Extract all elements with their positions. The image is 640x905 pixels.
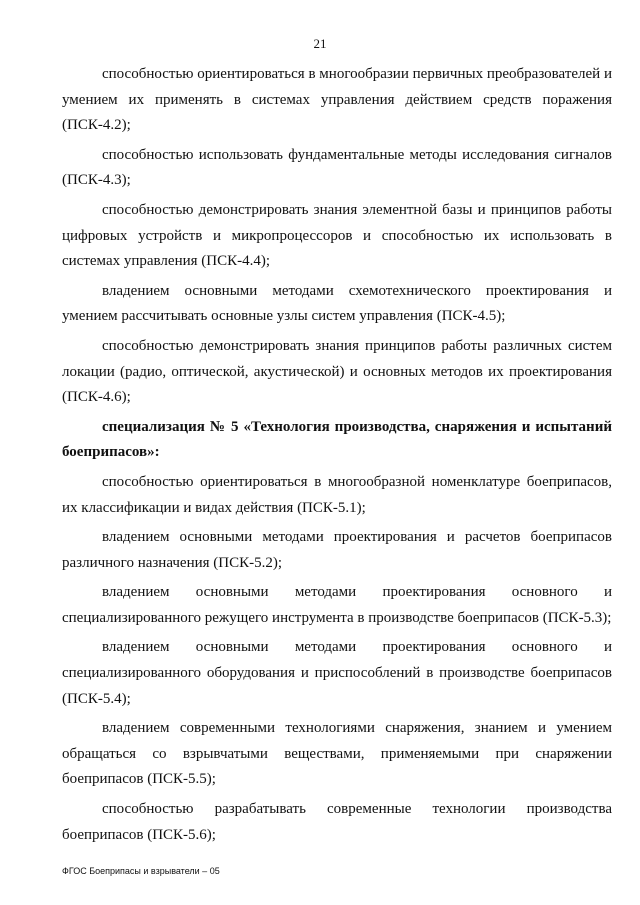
page-number: 21 bbox=[313, 36, 327, 51]
paragraph-psk-5-3: владением основными методами проектирования основного и специализированного режущего инструмента в производстве боеприпасов (ПСК-5.3); bbox=[62, 584, 612, 626]
paragraph-psk-5-4: владением основными методами проектирования основного и специализированного оборудования и приспособлений в производстве боеприпасов (ПСК-5.4); bbox=[62, 639, 612, 707]
paragraph-psk-4-5: владением основными методами схемотехнического проектирования и умением рассчитывать основные узлы систем управления (ПСК-4.5); bbox=[62, 282, 612, 325]
page-footer: ФГОС Боеприпасы и взрыватели – 05 bbox=[62, 866, 220, 876]
paragraph-psk-5-2: владением основными методами проектирования и расчетов боеприпасов различного назначения (ПСК-5.2); bbox=[62, 529, 612, 571]
specialization-heading: специализация № 5 «Технология производства, снаряжения и испытаний боеприпасов»: bbox=[62, 418, 612, 461]
paragraph-psk-4-4: способностью демонстрировать знания элементной базы и принципов работы цифровых устройств и микропроцессоров и способностью их использовать в системах управления (ПСК-4.4); bbox=[62, 201, 612, 270]
paragraph-psk-4-3: способностью использовать фундаментальные методы исследования сигналов (ПСК-4.3); bbox=[62, 146, 612, 189]
paragraph-psk-4-6: способностью демонстрировать знания принципов работы различных систем локации (радио, оптической, акустической) и основных методов их проектирования (ПСК-4.6); bbox=[62, 337, 612, 406]
paragraph-psk-4-2: способностью ориентироваться в многообразии первичных преобразователей и умением их применять в системах управления действием средств поражения (ПСК-4.2); bbox=[62, 66, 612, 134]
paragraph-psk-5-1: способностью ориентироваться в многообразной номенклатуре боеприпасов, их классификации и видах действия (ПСК-5.1); bbox=[62, 473, 612, 516]
document-body bbox=[62, 62, 612, 852]
paragraph-psk-5-6: способностью разрабатывать современные технологии производства боеприпасов (ПСК-5.6); bbox=[62, 801, 612, 843]
paragraph-psk-5-5: владением современными технологиями снаряжения, знанием и умением обращаться со взрывчатыми веществами, применяемыми при снаряжении боеприпасов (ПСК-5.5); bbox=[62, 720, 612, 788]
